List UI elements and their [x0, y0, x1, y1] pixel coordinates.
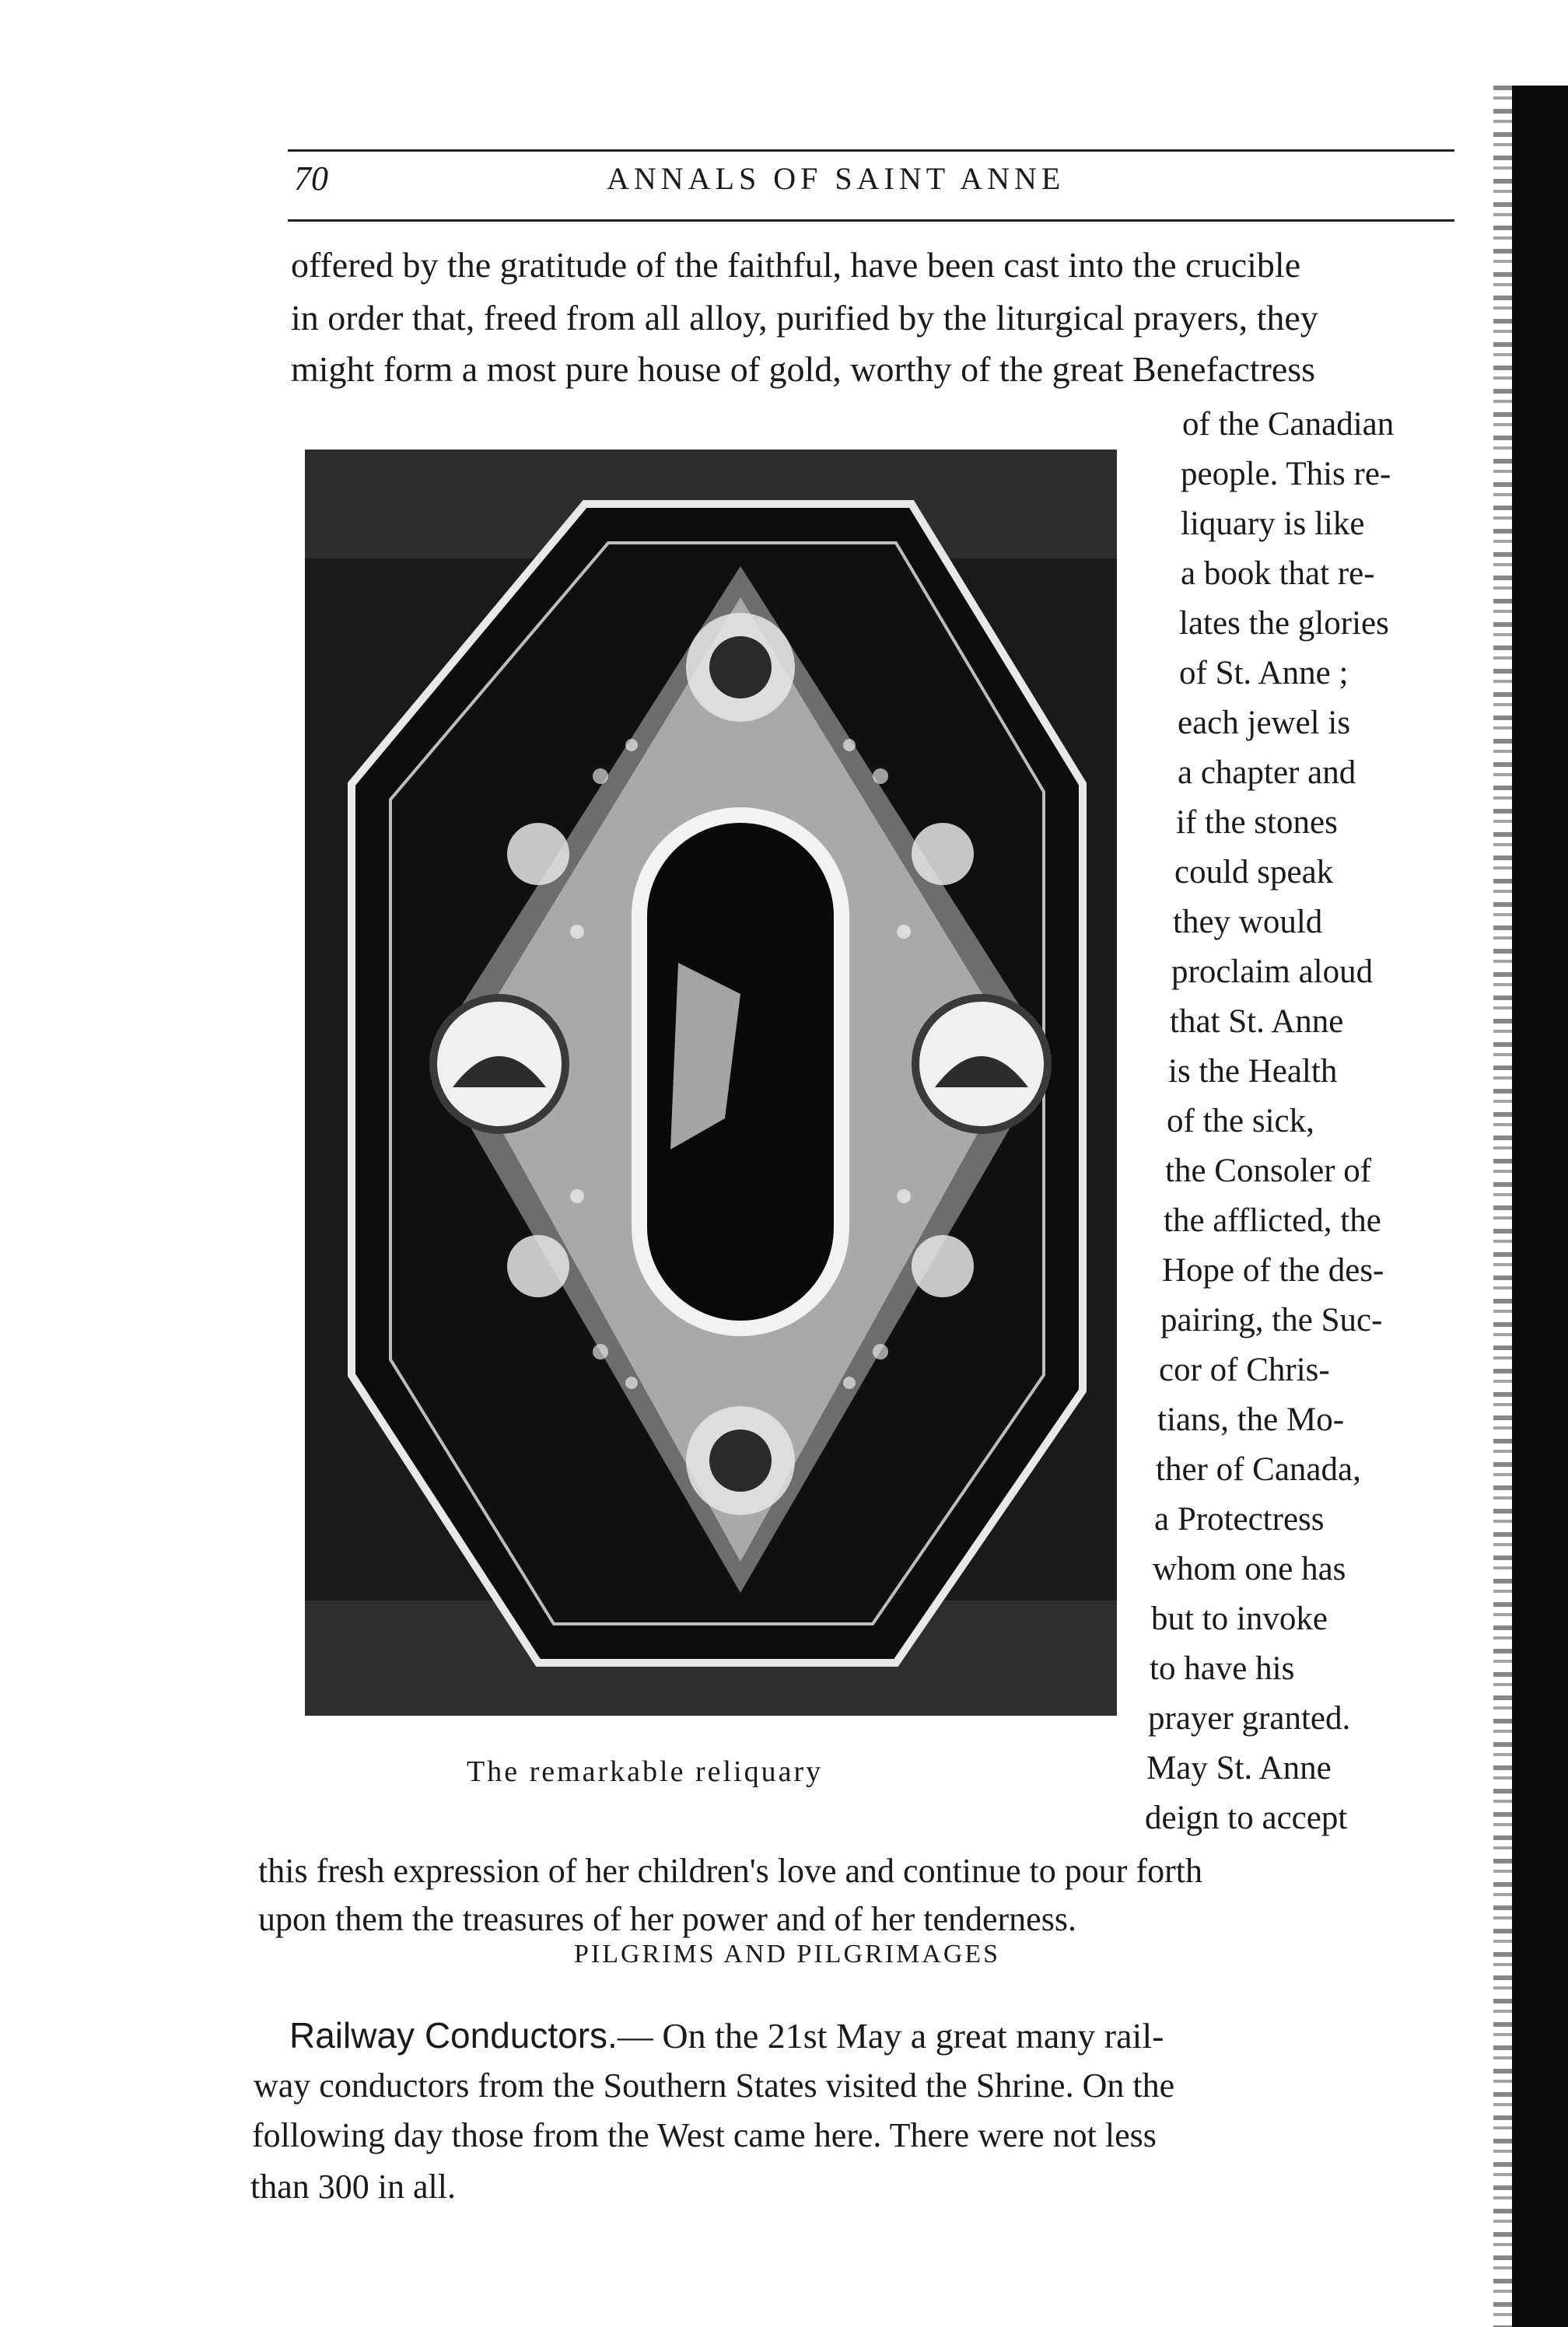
paragraph-line: — On the 21st May a great many rail-: [617, 2016, 1164, 2056]
wrap-line: ther of Canada,: [1156, 1451, 1361, 1488]
running-head: ANNALS OF SAINT ANNE: [607, 161, 1066, 196]
wrap-line: that St. Anne: [1170, 1003, 1344, 1040]
paragraph-line: way conductors from the Southern States visited the Shrine. On the: [254, 2066, 1175, 2105]
wrap-line: liquary is like: [1181, 506, 1365, 542]
wrap-line: could speak: [1174, 854, 1334, 891]
wrap-line: the Consoler of: [1165, 1153, 1372, 1189]
figure-caption: The remarkable reliquary: [467, 1755, 824, 1788]
header-rule-bottom: [288, 219, 1454, 222]
intro-line-2: [291, 300, 1454, 336]
wrap-line: Hope of the des-: [1162, 1252, 1384, 1289]
wrap-line: May St. Anne: [1146, 1750, 1332, 1786]
wrap-line: of the sick,: [1167, 1103, 1314, 1139]
closing-line-1: this fresh expression of her children's love and continue to pour forth: [258, 1852, 1202, 1890]
paragraph-first-line: [289, 2017, 1164, 2054]
text-line: offered by the gratitude of the faithful, have been cast into the crucible: [291, 245, 1301, 285]
reliquary-figure: [305, 450, 1117, 1716]
page-number: 70: [294, 159, 328, 198]
reliquary-illustration: [305, 450, 1117, 1716]
wrap-line: but to invoke: [1151, 1601, 1328, 1637]
wrap-line: deign to accept: [1145, 1800, 1348, 1836]
text-line: might form a most pure house of gold, worthy of the great Benefactress: [291, 349, 1316, 389]
wrap-line: whom one has: [1153, 1551, 1346, 1587]
wrap-line: lates the glories: [1179, 605, 1389, 642]
wrap-line: each jewel is: [1178, 705, 1351, 741]
wrap-line: people. This re-: [1181, 456, 1391, 492]
header-rule-top: [288, 149, 1454, 152]
wrap-line: pairing, the Suc-: [1160, 1302, 1383, 1338]
wrap-line: a book that re-: [1181, 555, 1375, 592]
wrap-line: a chapter and: [1178, 754, 1356, 791]
wrap-line: if the stones: [1176, 804, 1338, 841]
wrap-line: proclaim aloud: [1171, 954, 1374, 990]
wrap-line: they would: [1173, 904, 1323, 940]
wrap-line: to have his: [1150, 1650, 1295, 1687]
paragraph-line: following day those from the West came here. There were not less: [252, 2116, 1157, 2154]
intro-line-1: [291, 247, 1454, 283]
paragraph-line: than 300 in all.: [250, 2168, 456, 2206]
wrap-line: a Protectress: [1154, 1501, 1325, 1538]
scan-dark-margin: [1512, 86, 1568, 2327]
wrap-line: is the Health: [1168, 1053, 1338, 1090]
wrap-line: of St. Anne ;: [1179, 655, 1349, 691]
closing-line-2: upon them the treasures of her power and of her tenderness.: [258, 1900, 1076, 1938]
wrap-line: cor of Chris-: [1159, 1352, 1330, 1388]
wrap-line: tians, the Mo-: [1157, 1401, 1345, 1438]
intro-line-3: [291, 349, 1454, 389]
paragraph-lead: Railway Conductors.: [289, 2015, 618, 2056]
wrap-line: of the Canadian: [1182, 406, 1395, 443]
wrap-line: the afflicted, the: [1164, 1202, 1381, 1239]
text-line: in order that, freed from all alloy, purified by the liturgical prayers, they: [291, 298, 1318, 338]
section-heading: PILGRIMS AND PILGRIMAGES: [574, 1940, 1001, 1968]
wrap-line: prayer granted.: [1148, 1700, 1351, 1737]
